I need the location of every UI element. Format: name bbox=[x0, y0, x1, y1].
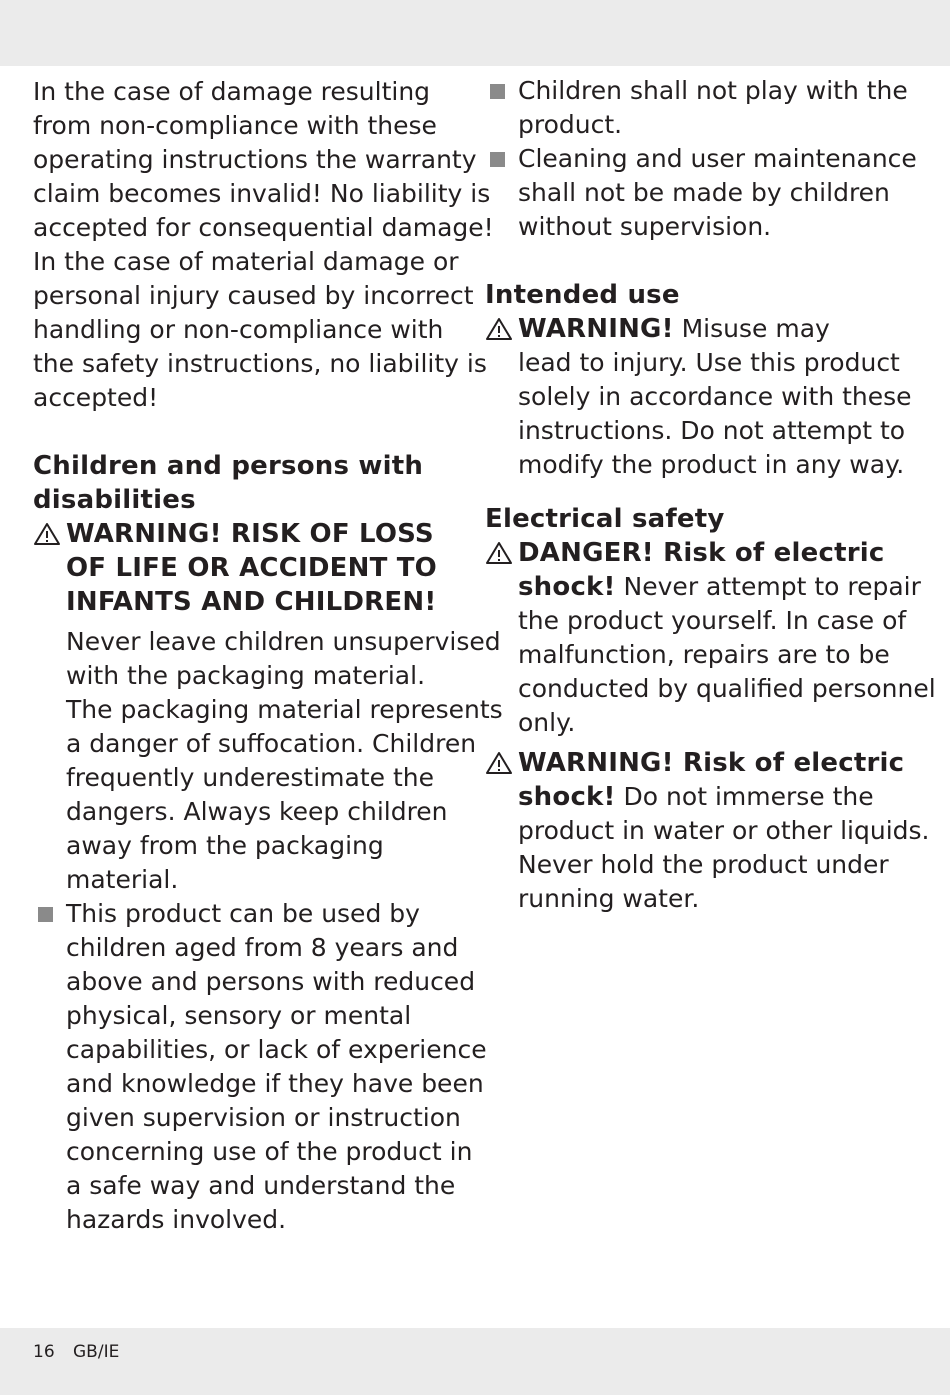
warning-electric-shock bbox=[485, 746, 935, 916]
warning-label: WARNING! Risk of electric bbox=[518, 748, 905, 778]
children-warning-line: WARNING! RISK OF LOSS bbox=[66, 519, 434, 549]
list-item bbox=[485, 74, 935, 142]
bullet-line: This product can be used by bbox=[66, 899, 420, 928]
danger-label: DANGER! Risk of electric bbox=[518, 538, 885, 568]
intro-line: accepted for consequential damage! bbox=[33, 213, 494, 242]
bullet-line: capabilities, or lack of experience bbox=[66, 1035, 487, 1064]
warning-line: Never hold the product under bbox=[518, 850, 889, 879]
left-column bbox=[33, 75, 503, 1237]
intro-line: In the case of material damage or bbox=[33, 247, 459, 276]
children-warning-body-line: a danger of suffocation. Children bbox=[66, 729, 477, 758]
children-heading bbox=[33, 449, 473, 517]
intro-line: personal injury caused by incorrect bbox=[33, 281, 474, 310]
page-number: 16 bbox=[33, 1342, 55, 1362]
warning-line: lead to injury. Use this product bbox=[518, 348, 900, 377]
square-bullet-icon bbox=[490, 84, 505, 99]
bullet-line: hazards involved. bbox=[66, 1205, 287, 1234]
children-warning-body-line: The packaging material represents bbox=[66, 695, 503, 724]
bullet-line: and knowledge if they have been bbox=[66, 1069, 484, 1098]
intro-line: handling or non-compliance with bbox=[33, 315, 444, 344]
children-heading-line: disabilities bbox=[33, 485, 196, 515]
warning-triangle-icon bbox=[485, 751, 515, 777]
warning-label-cont: shock! bbox=[518, 782, 616, 812]
bullet-line: given supervision or instruction bbox=[66, 1103, 461, 1132]
intro-paragraph bbox=[33, 75, 494, 415]
footer-band bbox=[0, 1328, 950, 1395]
bullet-line: a safe way and understand the bbox=[66, 1171, 456, 1200]
intended-use-warning bbox=[485, 312, 935, 482]
intro-line: from non-compliance with these bbox=[33, 111, 437, 140]
warning-text: Misuse may bbox=[673, 314, 830, 343]
intro-line: In the case of damage resulting bbox=[33, 77, 431, 106]
danger-electric-shock bbox=[485, 536, 935, 740]
list-item bbox=[485, 142, 935, 244]
warning-text: Do not immerse the bbox=[615, 782, 874, 811]
electrical-safety-heading: Electrical safety bbox=[485, 504, 725, 534]
danger-line: malfunction, repairs are to be bbox=[518, 640, 890, 669]
children-warning-line: INFANTS AND CHILDREN! bbox=[66, 587, 437, 617]
list-item bbox=[33, 897, 487, 1237]
square-bullet-icon bbox=[38, 907, 53, 922]
intro-line: operating instructions the warranty bbox=[33, 145, 477, 174]
language-code: GB/IE bbox=[73, 1342, 120, 1362]
intro-line: accepted! bbox=[33, 383, 159, 412]
danger-line: only. bbox=[518, 708, 576, 737]
warning-triangle-icon bbox=[485, 317, 515, 343]
danger-text: Never attempt to repair bbox=[615, 572, 921, 601]
bullet-line: children aged from 8 years and bbox=[66, 933, 459, 962]
bullet-line: Children shall not play with the bbox=[518, 76, 908, 105]
bullet-line: product. bbox=[518, 110, 623, 139]
warning-line: modify the product in any way. bbox=[518, 450, 905, 479]
children-warning-body bbox=[33, 625, 503, 897]
children-warning-body-line: material. bbox=[66, 865, 179, 894]
bullet-line: Cleaning and user maintenance bbox=[518, 144, 917, 173]
children-warning-body-line: away from the packaging bbox=[66, 831, 384, 860]
warning-line: instructions. Do not attempt to bbox=[518, 416, 906, 445]
right-column bbox=[485, 74, 935, 916]
bullet-line: without supervision. bbox=[518, 212, 772, 241]
warning-label: WARNING! bbox=[518, 314, 674, 344]
bullet-line: physical, sensory or mental bbox=[66, 1001, 412, 1030]
warning-triangle-icon bbox=[485, 541, 515, 567]
warning-line: product in water or other liquids. bbox=[518, 816, 930, 845]
intro-line: the safety instructions, no liability is bbox=[33, 349, 487, 378]
warning-line: running water. bbox=[518, 884, 700, 913]
bullet-line: shall not be made by children bbox=[518, 178, 890, 207]
children-warning-body-line: Never leave children unsupervised bbox=[66, 627, 501, 656]
children-warning-body-line: frequently underestimate the bbox=[66, 763, 434, 792]
intended-use-heading: Intended use bbox=[485, 280, 680, 310]
children-heading-line: Children and persons with bbox=[33, 451, 424, 481]
danger-label-cont: shock! bbox=[518, 572, 616, 602]
children-warning-body-line: with the packaging material. bbox=[66, 661, 426, 690]
square-bullet-icon bbox=[490, 152, 505, 167]
intro-line: claim becomes invalid! No liability is bbox=[33, 179, 491, 208]
children-warning bbox=[33, 517, 473, 619]
children-warning-body-line: dangers. Always keep children bbox=[66, 797, 448, 826]
danger-line: the product yourself. In case of bbox=[518, 606, 907, 635]
warning-line: solely in accordance with these bbox=[518, 382, 912, 411]
danger-line: conducted by qualified personnel bbox=[518, 674, 936, 703]
bullet-line: concerning use of the product in bbox=[66, 1137, 473, 1166]
header-band bbox=[0, 0, 950, 66]
children-warning-line: OF LIFE OR ACCIDENT TO bbox=[66, 553, 437, 583]
bullet-line: above and persons with reduced bbox=[66, 967, 476, 996]
warning-triangle-icon bbox=[33, 522, 63, 548]
